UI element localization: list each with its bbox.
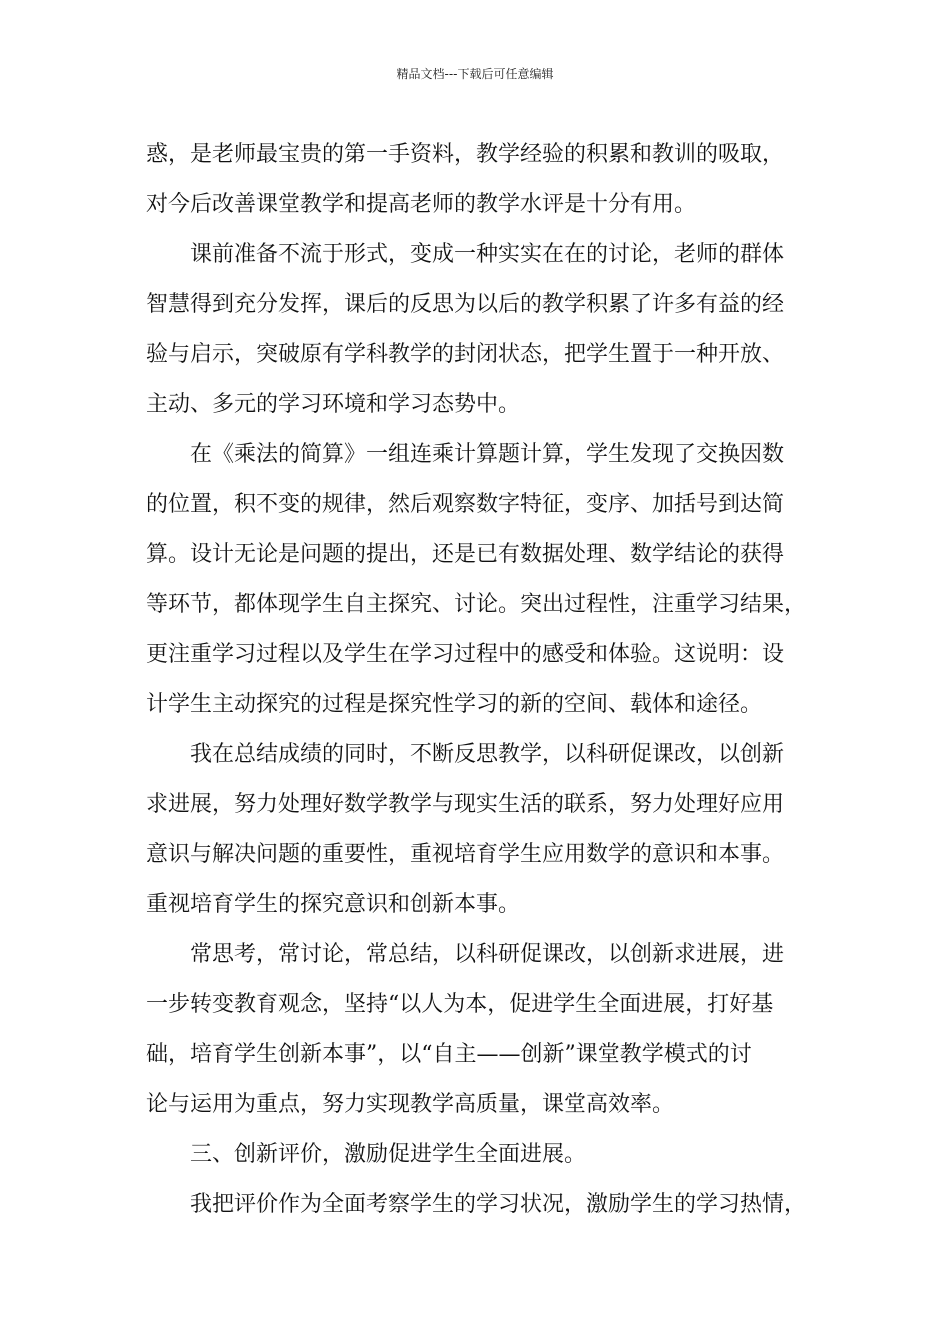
- text-line: 计学生主动探究的过程是探究性学习的新的空间、载体和途径。: [146, 692, 763, 717]
- text-line: 求进展，努力处理好数学教学与现实生活的联系，努力处理好应用: [146, 792, 785, 817]
- text-line: 论与运用为重点，努力实现教学高质量，课堂高效率。: [146, 1092, 675, 1117]
- text-line: 意识与解决问题的重要性，重视培育学生应用数学的意识和本事。: [146, 842, 785, 867]
- text-line: 常思考，常讨论，常总结，以科研促课改，以创新求进展，进: [190, 942, 785, 967]
- text-line: 三、创新评价，激励促进学生全面进展。: [190, 1142, 587, 1167]
- text-line: 验与启示，突破原有学科教学的封闭状态，把学生置于一种开放、: [146, 342, 785, 367]
- text-line: 我把评价作为全面考察学生的学习状况，激励学生的学习热情，: [190, 1192, 807, 1217]
- text-line: 主动、多元的学习环境和学习态势中。: [146, 392, 521, 417]
- text-line: 智慧得到充分发挥，课后的反思为以后的教学积累了许多有益的经: [146, 292, 785, 317]
- text-line: 的位置，积不变的规律，然后观察数字特征，变序、加括号到达简: [146, 492, 785, 517]
- text-line: 更注重学习过程以及学生在学习过程中的感受和体验。这说明：设: [146, 642, 785, 667]
- text-line: 重视培育学生的探究意识和创新本事。: [146, 892, 521, 917]
- text-line: 惑，是老师最宝贵的第一手资料，教学经验的积累和教训的吸取，: [146, 142, 785, 167]
- document-body: [146, 130, 826, 1230]
- text-line: 础，培育学生创新本事”，以“自主——创新”课堂教学模式的讨: [146, 1042, 752, 1067]
- text-line: 我在总结成绩的同时，不断反思教学，以科研促课改，以创新: [190, 742, 785, 767]
- page-header: 精品文档---下载后可任意编辑: [396, 67, 554, 81]
- text-line: 对今后改善课堂教学和提高老师的教学水评是十分有用。: [146, 192, 697, 217]
- text-line: 算。设计无论是问题的提出，还是已有数据处理、数学结论的获得: [146, 542, 785, 567]
- text-line: 等环节，都体现学生自主探究、讨论。突出过程性，注重学习结果，: [146, 592, 807, 617]
- text-line: 课前准备不流于形式，变成一种实实在在的讨论，老师的群体: [190, 242, 785, 267]
- text-line: 一步转变教育观念，坚持“以人为本，促进学生全面进展，打好基: [146, 992, 774, 1017]
- text-line: 在《乘法的简算》一组连乘计算题计算，学生发现了交换因数: [190, 442, 785, 467]
